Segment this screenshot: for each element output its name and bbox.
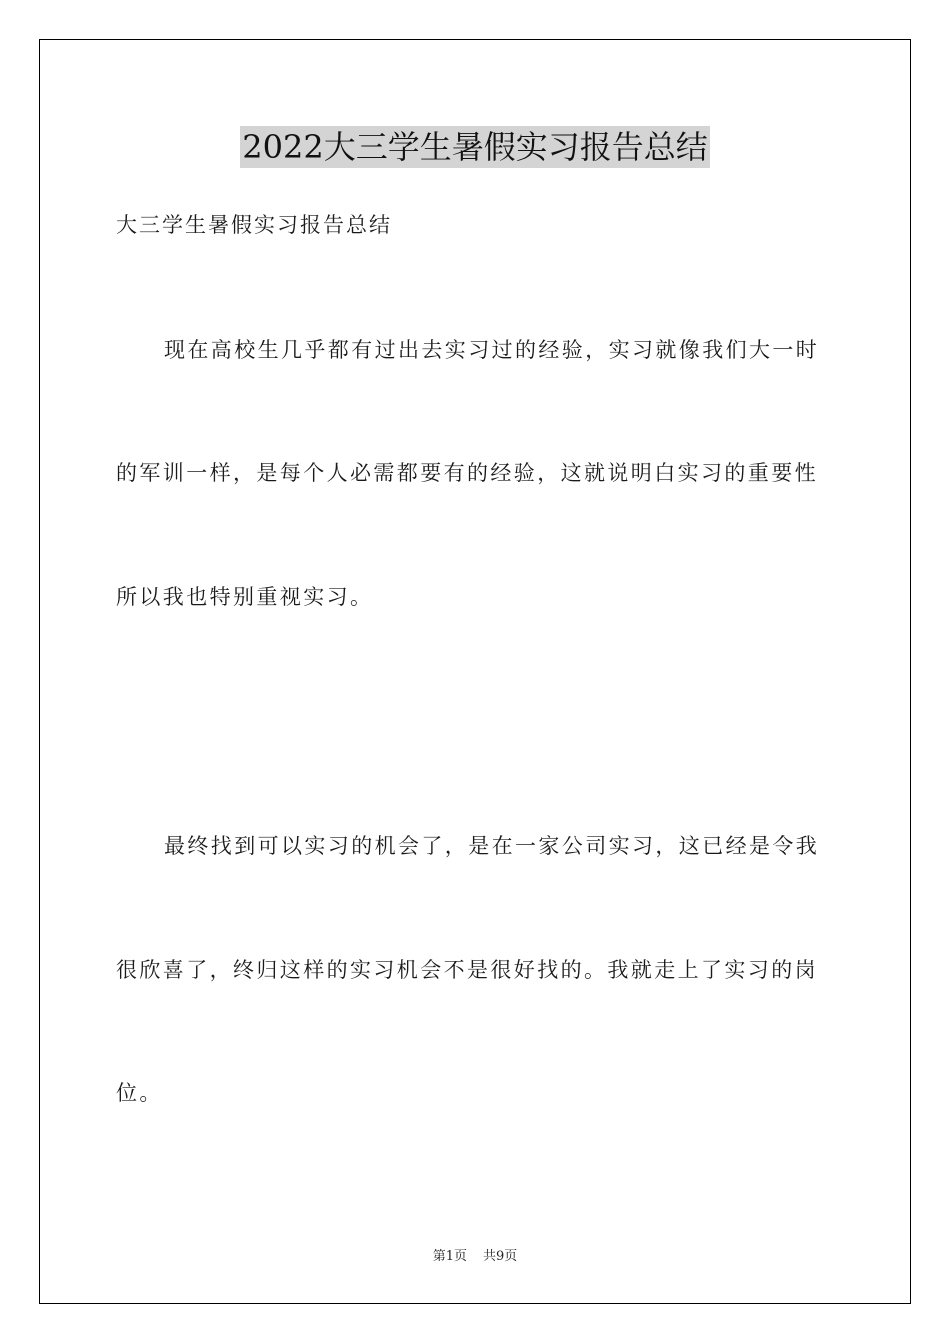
page-number-total: 共9页 [483,1249,518,1264]
paragraph-1-line-1: 现在高校生几乎都有过出去实习过的经验，实习就像我们大一时 [164,338,820,362]
page-footer [0,1248,950,1266]
page-number-current: 第1页 [432,1249,467,1264]
title-container [0,126,950,168]
document-subtitle: 大三学生暑假实习报告总结 [116,213,392,237]
paragraph-2-line-3: 位。 [116,1081,163,1105]
paragraph-1-line-3: 所以我也特别重视实习。 [116,585,374,609]
document-title: 2022大三学生暑假实习报告总结 [242,128,708,166]
paragraph-2-line-2: 很欣喜了，终归这样的实习机会不是很好找的。我就走上了实习的岗 [116,958,818,982]
paragraph-1-line-2: 的军训一样，是每个人必需都要有的经验，这就说明白实习的重要性 [116,461,818,485]
paragraph-2-line-1: 最终找到可以实习的机会了，是在一家公司实习，这已经是令我 [164,834,820,858]
